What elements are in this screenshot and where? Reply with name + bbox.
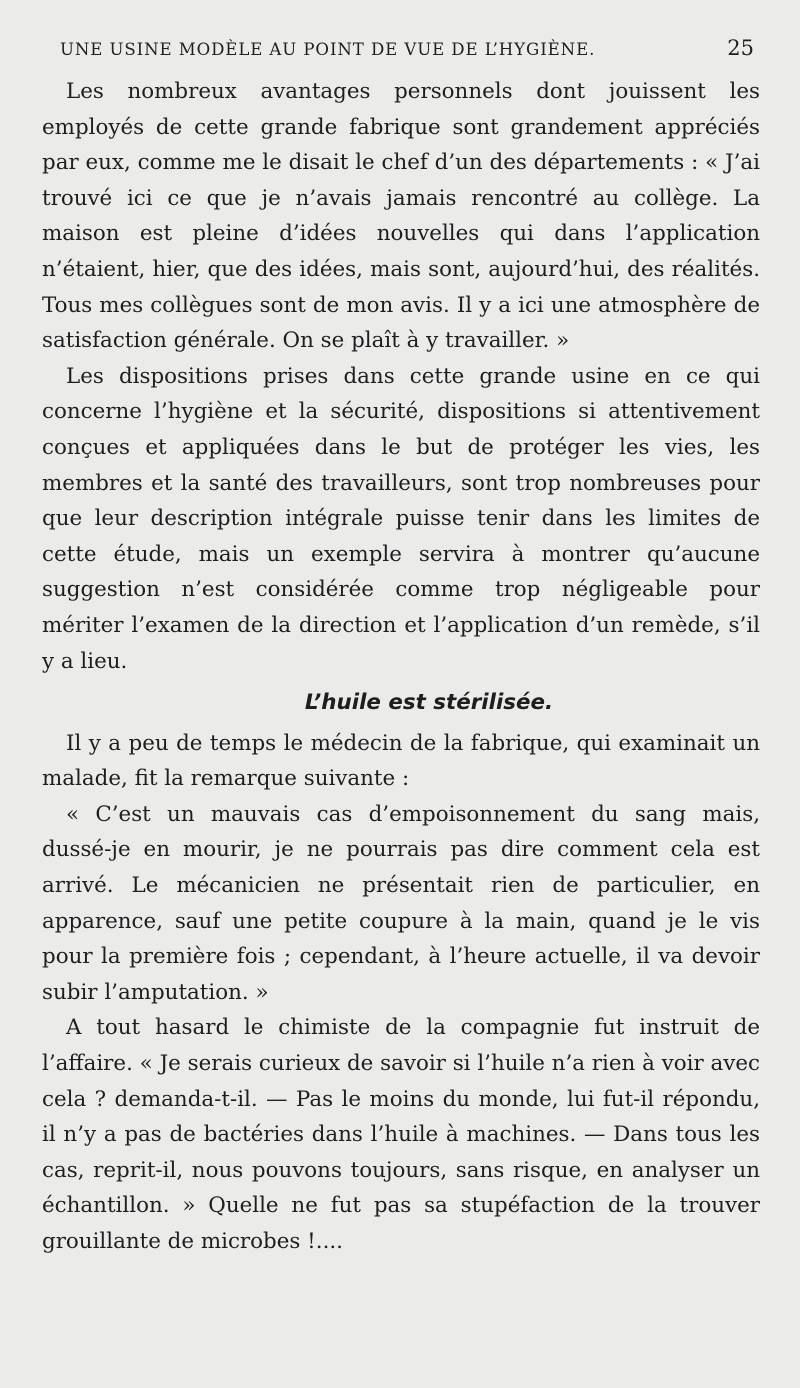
page-number: 25 bbox=[727, 36, 754, 60]
body-text bbox=[42, 74, 760, 1260]
paragraph: « C’est un mauvais cas d’empoisonnement du sang mais, dussé-je en mourir, je ne pourrais pas dire comment cela est arrivé. Le mécanicien ne présentait rien de particulier, en apparence, sauf une petite coupure à la main, quand je le vis pour la première fois ; cependant, à l’heure actuelle, il va devoir subir l’amputation. » bbox=[42, 801, 760, 1005]
paragraph: Il y a peu de temps le médecin de la fabrique, qui examinait un malade, fit la remarque suivante : bbox=[42, 730, 760, 792]
paragraph: A tout hasard le chimiste de la compagnie fut instruit de l’affaire. « Je serais curieux de savoir si l’huile n’a rien à voir avec cela ? demanda-t-il. — Pas le moins du monde, lui fut-il répondu, il n’y a pas de bactéries dans l’huile à machines. — Dans tous les cas, reprit-il, nous pouvons toujours, sans risque, en analyser un échantillon. » Quelle ne fut pas sa stupéfaction de la trouver grouillante de microbes !.... bbox=[42, 1015, 760, 1254]
paragraph: Les nombreux avantages personnels dont jouissent les employés de cette grande fabrique sont grandement appréciés par eux, comme me le disait le chef d’un des départements : « J’ai trouvé ici ce que je n’avais jamais rencontré au collège. La maison est pleine d’idées nouvelles qui dans l’application n’étaient, hier, que des idées, mais sont, aujourd’hui, des réalités. Tous mes collègues sont de mon avis. Il y a ici une atmosphère de satisfaction générale. On se plaît à y travailler. » bbox=[42, 79, 760, 354]
section-heading: L’huile est stérilisée. bbox=[304, 690, 554, 716]
running-header bbox=[60, 36, 760, 66]
paragraph: Les dispositions prises dans cette grande usine en ce qui concerne l’hygiène et la sécurité, dispositions si attentivement conçues et appliquées dans le but de protéger les vies, les membres et la santé des travailleurs, sont trop nombreuses pour que leur description intégrale puisse tenir dans les limites de cette étude, mais un exemple servira à montrer qu’aucune suggestion n’est considérée comme trop négligeable pour mériter l’examen de la direction et l’application d’un remède, s’il y a lieu. bbox=[42, 363, 760, 674]
running-title: UNE USINE MODÈLE AU POINT DE VUE DE L’HYGIÈNE. bbox=[60, 40, 596, 59]
